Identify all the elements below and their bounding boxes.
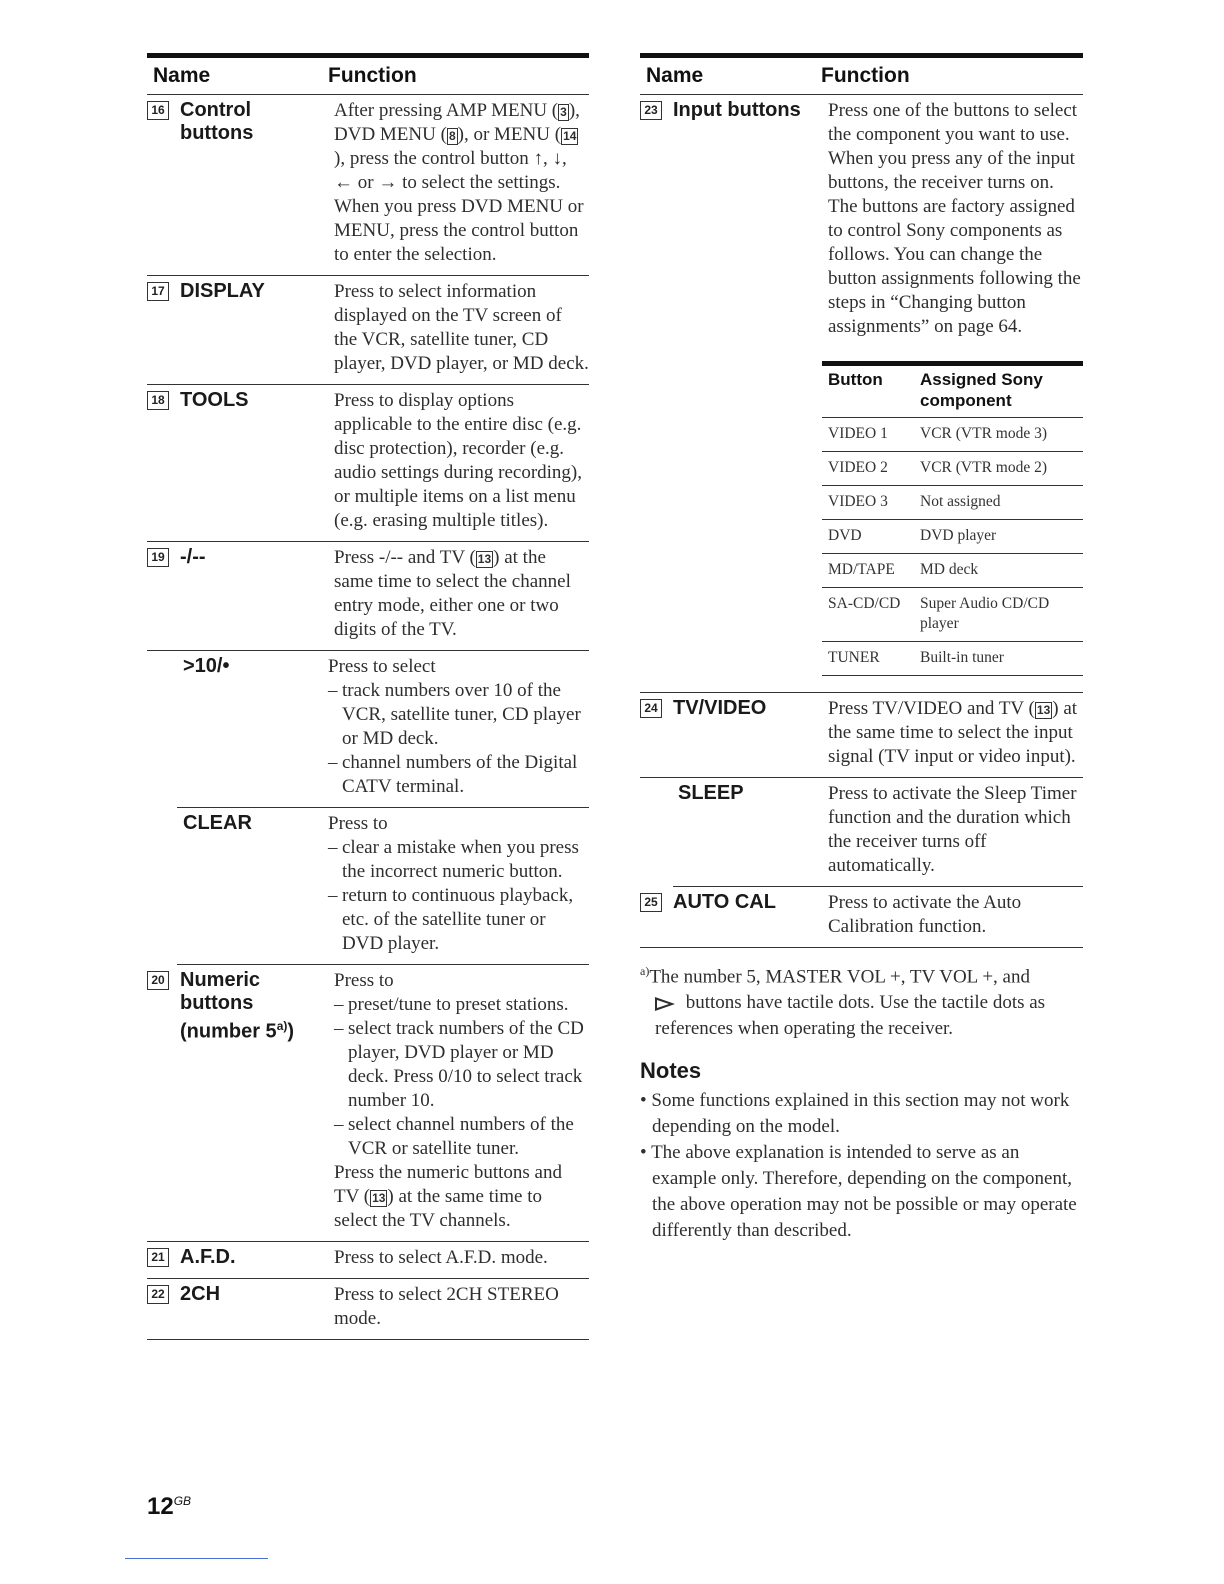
button-name: CLEAR [183,812,252,834]
table-cell: VCR (VTR mode 3) [920,425,1048,442]
function-description: Press to select information displayed on the TV screen of the VCR, satellite tuner, CD player, DVD player, or MD deck. [334,281,589,374]
play-triangle-icon [655,997,675,1011]
table-row [147,1279,589,1340]
table-row [640,692,1083,778]
button-name: Numeric buttons (number 5$^{a)}$) [180,969,295,1043]
function-description: Press TV/VIDEO and TV ( 13 ) at the same time to select the input signal (TV input or video input). [828,698,1078,767]
table-cell: Not assigned [920,493,1001,510]
button-name: Input buttons [673,99,801,121]
right-column [640,53,1083,1244]
function-description: Press to display options applicable to the entire disc (e.g. disc protection), recorder (e.g. audio settings during recording), or multiple items on a list menu (e.g. erasing multiple titles). [334,390,583,531]
table-row [822,486,1083,520]
table-row [177,651,589,808]
table-row [822,418,1083,452]
table-cell: MD/TAPE [828,561,895,578]
list-item: – clear a mistake when you press the incorrect numeric button. [328,837,579,882]
callout-reference: 13 [372,1191,386,1205]
table-cell: Super Audio CD/CD player [920,595,1050,632]
table-row [822,520,1083,554]
button-name: A.F.D. [180,1246,236,1268]
table-cell: VIDEO 3 [828,493,888,510]
callout-number: 18 [147,391,169,410]
button-name: 2CH [180,1283,221,1305]
table-row [147,276,589,385]
left-table-header [147,53,589,95]
list-item: – select channel numbers of the VCR or satellite tuner. [334,1114,574,1159]
callout-number: 22 [147,1285,169,1304]
table-cell: VIDEO 2 [828,459,888,476]
callout-reference: 13 [1036,703,1051,717]
callout-reference: 3 [560,105,567,119]
button-name: SLEEP [678,782,744,804]
callout-number: 19 [147,548,169,567]
callout-number: 24 [640,699,662,718]
callout-number: 23 [640,101,662,120]
button-name: TV/VIDEO [673,697,767,719]
table-row [177,808,589,965]
function-description: Press to select – track numbers over 10 of the VCR, satellite tuner, CD player or MD deck. – channel numbers of the Digital CATV terminal. [328,655,589,799]
table-row [822,452,1083,486]
notes-heading: Notes [640,1058,702,1084]
table-cell: DVD [828,527,862,544]
callout-number: 16 [147,101,169,120]
list-item: – return to continuous playback, etc. of the satellite tuner or DVD player. [328,885,574,954]
right-table-header [640,53,1083,95]
list-item: – select track numbers of the CD player, DVD player or MD deck. Press 0/10 to select track number 10. [334,1018,584,1111]
callout-reference: 13 [477,552,492,566]
footnote: $^{a)}$The number 5, MASTER VOL +, TV VOL +, and buttons have tactile dots. Use the tactile dots as references when operating the receiver. [640,964,1046,1040]
function-description: Press to activate the Sleep Timer function and the duration which the receiver turns off automatically. [828,783,1077,876]
function-description: Press to select 2CH STEREO mode. [334,1284,559,1329]
button-name: DISPLAY [180,280,265,302]
note-item: • Some functions explained in this section may not work depending on the model. [640,1090,1070,1138]
assignment-table-header: Button Assigned Sony component [822,361,1083,418]
callout-number: 25 [640,893,662,912]
table-row [147,1242,589,1279]
name-heading: Name [153,64,211,87]
table-row [147,965,589,1242]
table-cell: VCR (VTR mode 2) [920,459,1048,476]
button-name: TOOLS [180,389,249,411]
table-row [822,642,1083,676]
assignment-table [822,361,1083,676]
table-row [147,385,589,542]
button-name: AUTO CAL [673,891,776,913]
function-description: Press to activate the Auto Calibration function. [828,892,1022,937]
function-heading: Function [821,64,910,87]
button-name: Control buttons [180,99,254,144]
callout-number: 21 [147,1248,169,1267]
table-row [147,542,589,651]
function-description: Press one of the buttons to select the component you want to use. When you press any of the input buttons, the receiver turns on. The buttons are factory assigned to control Sony components as follows. You can change the button assignments following the steps in “Changing button assignments” on page 64. [828,100,1081,337]
list-item: – preset/tune to preset stations. [334,994,569,1015]
list-item: – channel numbers of the Digital CATV terminal. [328,752,578,797]
table-cell: MD deck [920,561,979,578]
list-item: – track numbers over 10 of the VCR, satellite tuner, CD player or MD deck. [328,680,581,749]
function-description: Press to – preset/tune to preset stations. – select track numbers of the CD player, DVD player or MD deck. Press 0/10 to select track number 10. – select channel numbers of the VCR or satellite tuner. Press the numeric buttons and TV ( 13 ) at the same time to select the TV channels. [334,969,589,1233]
table-row [822,588,1083,642]
table-cell: VIDEO 1 [828,425,888,442]
function-description: Press -/-- and TV ( 13 ) at the same time to select the channel entry mode, either one or two digits of the TV. [334,547,571,640]
note-item: • The above explanation is intended to serve as an example only. Therefore, depending on the component, the above operation may not be possible or may operate differently than described. [640,1142,1077,1242]
callout-number: 20 [147,971,169,990]
table-cell: TUNER [828,649,880,666]
table-row [673,778,1083,887]
table-row [822,554,1083,588]
function-description: Press to – clear a mistake when you press the incorrect numeric button. – return to continuous playback, etc. of the satellite tuner or DVD player. [328,812,589,956]
function-description: Press to select A.F.D. mode. [334,1247,548,1268]
function-heading: Function [328,64,417,87]
callout-reference: 8 [448,129,456,143]
table-cell: DVD player [920,527,997,544]
page-number: $12^{GB}$ [147,1493,192,1520]
left-column [147,53,589,1340]
table-cell: SA-CD/CD [828,595,901,612]
button-name: >10/• [183,655,230,677]
table-cell: Built-in tuner [920,649,1004,666]
table-row [147,95,589,276]
table-row [640,887,1083,948]
name-heading: Name [646,64,704,87]
table-row [640,95,1083,339]
button-name: -/-- [180,546,206,568]
footer-rule [125,1558,268,1559]
callout-reference: 14 [563,129,577,143]
function-description: After pressing AMP MENU ( 3 ), DVD MENU ( 8 ), or MENU ( 14), press the control button ↑, ↓, ← or → to select the settings. When you press DVD MENU or MENU, press the control button to enter the selection. [334,100,584,265]
callout-number: 17 [147,282,169,301]
